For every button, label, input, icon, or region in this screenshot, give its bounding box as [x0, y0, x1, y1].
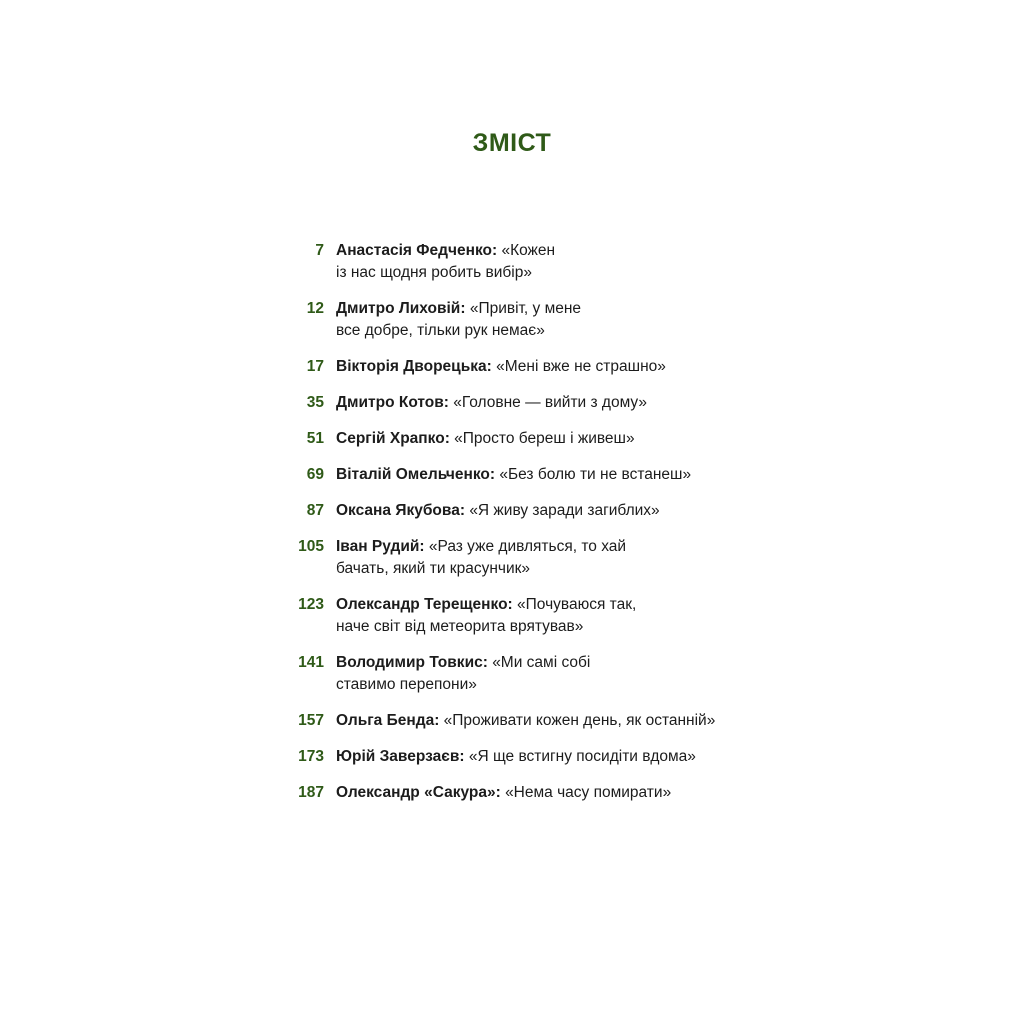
toc-entry[interactable]	[0, 500, 1024, 522]
table-of-contents	[0, 240, 1024, 818]
toc-quote: «Головне — вийти з дому»	[453, 394, 647, 411]
toc-entry[interactable]	[0, 782, 1024, 804]
toc-entry-text	[336, 356, 756, 378]
toc-author: Сергій Храпко:	[336, 430, 450, 447]
toc-line	[336, 500, 756, 522]
toc-author: Оксана Якубова:	[336, 502, 465, 519]
toc-entry-text	[336, 240, 756, 284]
toc-quote: «Кожен	[501, 242, 556, 259]
toc-author: Володимир Товкис:	[336, 654, 488, 671]
toc-quote: «Проживати кожен день, як останній»	[443, 712, 716, 729]
toc-entry[interactable]	[0, 536, 1024, 580]
toc-entry[interactable]	[0, 746, 1024, 768]
toc-entry-text	[336, 746, 756, 768]
toc-quote-continued: наче світ від метеорита врятував»	[336, 618, 584, 635]
toc-line	[336, 356, 756, 378]
toc-quote-continued: ставимо перепони»	[336, 676, 477, 693]
toc-author: Олександр Терещенко:	[336, 596, 513, 613]
toc-author: Дмитро Лиховій:	[336, 300, 466, 317]
toc-quote: «Без болю ти не встанеш»	[499, 466, 692, 483]
toc-entry-text	[336, 782, 756, 804]
toc-line	[336, 746, 756, 768]
toc-quote-continued: все добре, тільки рук немає»	[336, 322, 545, 339]
toc-entry-text	[336, 594, 756, 638]
toc-author: Вікторія Дворецька:	[336, 358, 492, 375]
toc-entry[interactable]	[0, 652, 1024, 696]
toc-line	[336, 536, 756, 558]
toc-entry-text	[336, 298, 756, 342]
toc-entry[interactable]	[0, 710, 1024, 732]
page-title: ЗМІСТ	[472, 128, 552, 157]
toc-entry-text	[336, 428, 756, 450]
toc-quote: «Нема часу помирати»	[505, 784, 672, 801]
toc-author: Дмитро Котов:	[336, 394, 449, 411]
toc-quote: «Мені вже не страшно»	[496, 358, 666, 375]
toc-page-number: 12	[306, 300, 324, 317]
toc-line	[336, 594, 756, 616]
toc-line	[336, 428, 756, 450]
toc-page-number: 173	[298, 748, 324, 765]
toc-quote-continued: із нас щодня робить вибір»	[336, 264, 532, 281]
toc-quote: «Просто береш і живеш»	[454, 430, 635, 447]
toc-author: Іван Рудий:	[336, 538, 425, 555]
toc-entry[interactable]	[0, 464, 1024, 486]
toc-author: Анастасія Федченко:	[336, 242, 498, 259]
toc-entry[interactable]	[0, 428, 1024, 450]
toc-entry-text	[336, 536, 756, 580]
toc-page-number: 123	[298, 596, 324, 613]
toc-entry-text	[336, 500, 756, 522]
toc-entry-text	[336, 710, 756, 732]
toc-quote: «Я ще встигну посидіти вдома»	[468, 748, 696, 765]
toc-entry-text	[336, 464, 756, 486]
toc-entry[interactable]	[0, 356, 1024, 378]
toc-quote: «Почуваюся так,	[517, 596, 637, 613]
toc-page-number: 35	[306, 394, 324, 411]
toc-quote-continued: бачать, який ти красунчик»	[336, 560, 531, 577]
toc-entry-text	[336, 392, 756, 414]
toc-page-number: 157	[298, 712, 324, 729]
toc-page-number: 105	[298, 538, 324, 555]
toc-line	[336, 464, 756, 486]
toc-entry[interactable]	[0, 240, 1024, 284]
toc-author: Олександр «Сакура»:	[336, 784, 501, 801]
toc-page-number: 141	[298, 654, 324, 671]
toc-page-number: 7	[315, 242, 324, 259]
toc-page-number: 17	[306, 358, 324, 375]
toc-quote: «Привіт, у мене	[469, 300, 582, 317]
toc-page-number: 187	[298, 784, 324, 801]
toc-line	[336, 652, 756, 674]
toc-author: Віталій Омельченко:	[336, 466, 496, 483]
toc-line	[336, 240, 756, 262]
toc-page-number: 69	[306, 466, 324, 483]
toc-author: Юрій Заверзаєв:	[336, 748, 465, 765]
toc-line	[336, 392, 756, 414]
toc-quote: «Ми самі собі	[492, 654, 591, 671]
toc-quote: «Я живу заради загиблих»	[469, 502, 660, 519]
toc-line	[336, 710, 756, 732]
toc-line	[336, 782, 756, 804]
toc-entry-text	[336, 652, 756, 696]
toc-author: Ольга Бенда:	[336, 712, 440, 729]
toc-page-number: 87	[306, 502, 324, 519]
toc-quote: «Раз уже дивляться, то хай	[428, 538, 627, 555]
toc-entry[interactable]	[0, 298, 1024, 342]
toc-page-number: 51	[306, 430, 324, 447]
toc-entry[interactable]	[0, 392, 1024, 414]
toc-entry[interactable]	[0, 594, 1024, 638]
toc-line	[336, 298, 756, 320]
